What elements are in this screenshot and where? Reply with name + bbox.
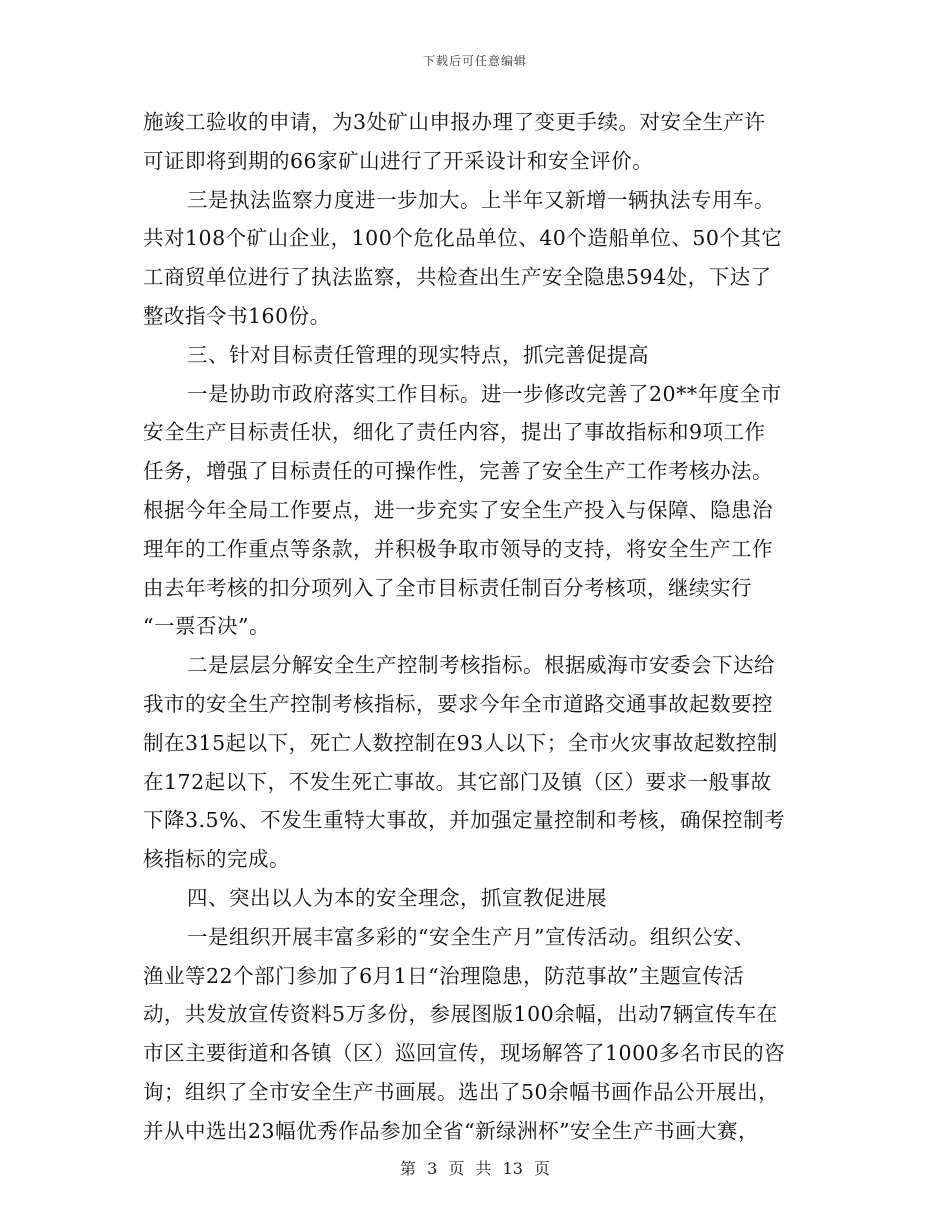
text-line: 安全生产目标责任状，细化了责任内容，提出了事故指标和9项工作 xyxy=(143,420,766,445)
text-line: 下降3.5%、不发生重特大事故，并加强定量控制和考核，确保控制考 xyxy=(143,808,786,833)
text-line: 我市的安全生产控制考核指标，要求今年全市道路交通事故起数要控 xyxy=(143,691,773,716)
text-line: 工商贸单位进行了执法监察，共检查出生产安全隐患594处，下达了 xyxy=(143,265,772,290)
text-line: 在172起以下，不发生死亡事故。其它部门及镇（区）要求一般事故 xyxy=(143,769,772,794)
text-line: 一是协助市政府落实工作目标。进一步修改完善了20**年度全市 xyxy=(187,381,782,406)
text-line: 询；组织了全市安全生产书画展。选出了50余幅书画作品公开展出， xyxy=(143,1079,780,1104)
text-line: 一是组织开展丰富多彩的“安全生产月”宣传活动。组织公安、 xyxy=(187,924,755,949)
page-header: 下载后可任意编辑 xyxy=(422,54,527,68)
text-line: 整改指令书160份。 xyxy=(143,303,331,328)
section-heading: 三、针对目标责任管理的现实特点，抓完善促提高 xyxy=(187,342,649,367)
text-line: 可证即将到期的66家矿山进行了开采设计和安全评价。 xyxy=(143,148,654,173)
text-line: 并从中选出23幅优秀作品参加全省“新绿洲杯”安全生产书画大赛， xyxy=(143,1118,760,1143)
text-line: 任务，增强了目标责任的可操作性，完善了安全生产工作考核办法。 xyxy=(143,459,773,484)
text-line: 核指标的完成。 xyxy=(143,847,290,872)
text-line: 渔业等22个部门参加了6月1日“治理隐患，防范事故”主题宣传活 xyxy=(143,963,745,988)
text-line: 理年的工作重点等条款，并积极争取市领导的支持，将安全生产工作 xyxy=(143,536,773,561)
text-line: 三是执法监察力度进一步加大。上半年又新增一辆执法专用车。 xyxy=(187,187,775,212)
text-line: 动，共发放宣传资料5万多份，参展图版100余幅，出动7辆宣传车在 xyxy=(143,1002,778,1027)
text-line: 根据今年全局工作要点，进一步充实了安全生产投入与保障、隐患治 xyxy=(143,497,773,522)
text-line: 市区主要街道和各镇（区）巡回宣传，现场解答了1000多名市民的咨 xyxy=(143,1041,786,1066)
page-number-footer: 第 3 页 共 13 页 xyxy=(400,1159,550,1178)
text-line: 施竣工验收的申请，为3处矿山申报办理了变更手续。对安全生产许 xyxy=(143,110,766,134)
text-line: 二是层层分解安全生产控制考核指标。根据威海市安委会下达给 xyxy=(187,653,775,678)
text-line: 制在315起以下，死亡人数控制在93人以下；全市火灾事故起数控制 xyxy=(143,730,778,755)
text-line: “一票否决”。 xyxy=(143,614,270,639)
section-heading: 四、突出以人为本的安全理念，抓宣教促进展 xyxy=(187,885,607,910)
text-line: 由去年考核的扣分项列入了全市目标责任制百分考核项，继续实行 xyxy=(143,575,752,600)
document-body xyxy=(143,103,811,1151)
text-line: 共对108个矿山企业，100个危化品单位、40个造船单位、50个其它 xyxy=(143,226,783,251)
